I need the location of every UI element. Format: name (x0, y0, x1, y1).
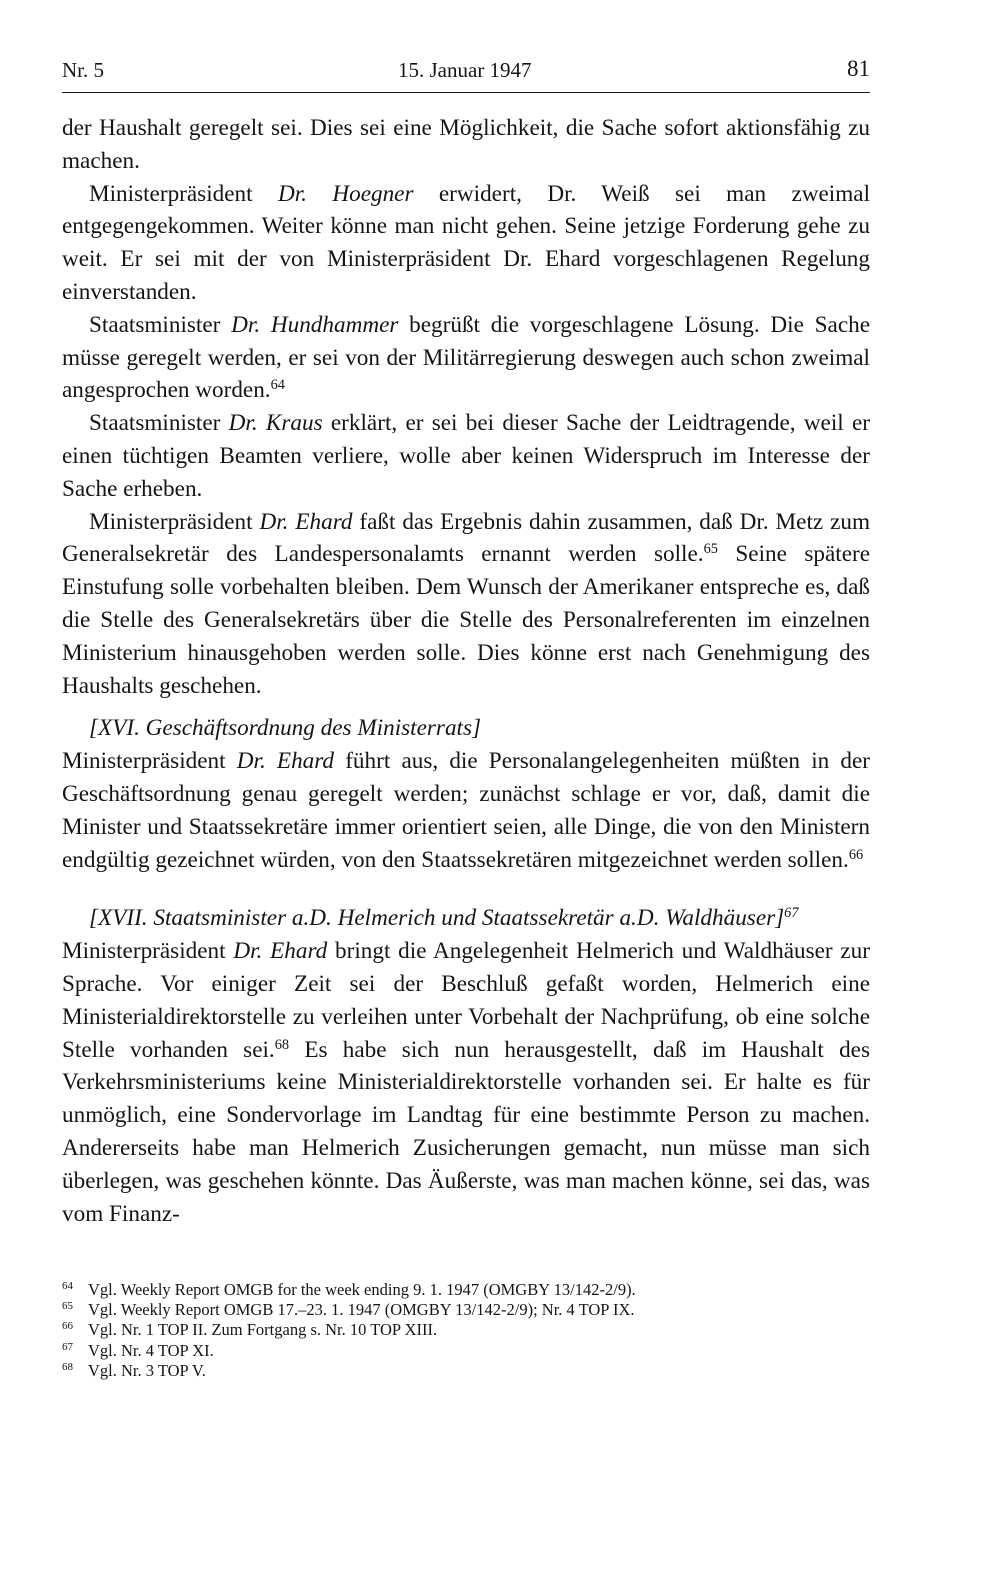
footnote-text: Vgl. Nr. 3 TOP V. (88, 1360, 206, 1380)
footnote-text: Vgl. Weekly Report OMGB 17.–23. 1. 1947 (OMGBY 13/142-2/9); Nr. 4 TOP IX. (88, 1300, 635, 1320)
speaker-role: Ministerpräsident (62, 938, 234, 965)
speaker-name: Kraus (265, 410, 323, 437)
speaker-name: Hundhammer (270, 311, 399, 338)
paragraph-4 (62, 407, 870, 505)
header-date: 15. Januar 1947 (398, 58, 532, 82)
paragraph-text: begrüßt die vorgeschlagene Lösung. Die Sache müsse geregelt werden, er sei von der Militärregierung deswegen auch schon zweimal angesprochen worden. (62, 311, 870, 404)
footnote-number: 67 (62, 1340, 73, 1353)
heading-bracket: ] (775, 905, 785, 932)
heading-bracket: ] (472, 715, 482, 742)
footnote-ref: 64 (270, 377, 285, 394)
footnote-number: 66 (62, 1320, 73, 1333)
speaker-role: Ministerpräsident (89, 508, 260, 535)
paragraph-text: erwidert, Dr. Weiß sei man zweimal entgegengekommen. Weiter könne man nicht gehen. Seine jetzige Forderung gehe zu weit. Er sei mit der von Ministerpräsident Dr. Ehard vorgeschlagenen Regelung einverstanden. (62, 180, 871, 305)
paragraph-text: faßt das Ergebnis dahin zusammen, daß Dr. Metz zum Generalsekretär des Landespersonalamts ernannt werden solle. (62, 508, 870, 568)
footnote (62, 1341, 870, 1361)
footnote-text: Vgl. Nr. 1 TOP II. Zum Fortgang s. Nr. 10 TOP XIII. (88, 1320, 438, 1340)
speaker-title: Dr. (228, 410, 258, 437)
speaker-title: Dr. (233, 938, 263, 965)
speaker-role: Ministerpräsident (62, 748, 237, 775)
paragraph-5 (62, 506, 870, 703)
speaker-name: Ehard (295, 508, 353, 535)
footnote (62, 1280, 870, 1300)
paragraph-text: erklärt, er sei bei dieser Sache der Leidtragende, weil er einen tüchtigen Beamten verliere, wolle aber keinen Widerspruch im Interesse der Sache erheben. (62, 410, 871, 502)
section-heading-xvii (62, 902, 870, 935)
heading-text: XVI. Geschäftsordnung des Ministerrats (98, 715, 473, 742)
paragraph-6 (62, 745, 870, 876)
footnote (62, 1300, 870, 1320)
footnote-ref: 67 (784, 905, 799, 922)
paragraph-text: führt aus, die Personalangelegenheiten müßten in der Geschäftsordnung genau geregelt werden; zunächst schlage er vor, daß, damit die Minister und Staatssekretäre immer orientiert seien, alle Dinge, die von den Ministern endgültig gezeichnet würden, von den Staatssekretären mitgezeichnet werden sollen. (62, 748, 871, 873)
body-text (62, 112, 870, 1230)
running-header (62, 56, 870, 93)
footnote-text: Vgl. Weekly Report OMGB for the week ending 9. 1. 1947 (OMGBY 13/142-2/9). (88, 1280, 636, 1299)
section-heading-xvi (62, 712, 870, 745)
paragraph-2 (62, 178, 870, 309)
speaker-title: Dr. (231, 311, 261, 338)
footnote (62, 1361, 870, 1381)
footnote-number: 68 (62, 1360, 73, 1373)
footnote-ref: 68 (274, 1036, 290, 1053)
page-number: 81 (847, 56, 870, 81)
footnote-ref: 65 (703, 541, 718, 558)
footnote-ref: 66 (848, 846, 864, 863)
heading-bracket: [ (89, 905, 99, 932)
paragraph-3 (62, 309, 870, 407)
speaker-name: Hoegner (332, 180, 414, 207)
speaker-role: Staatsminister (89, 410, 229, 437)
footnote (62, 1320, 870, 1340)
speaker-name: Ehard (270, 938, 328, 965)
heading-text: XVII. Staatsminister a.D. Helmerich und Staatssekretär a.D. Waldhäuser (98, 905, 776, 932)
paragraph-1 (62, 112, 870, 178)
paragraph-7 (62, 935, 870, 1230)
speaker-title: Dr. (236, 748, 266, 775)
footnote-number: 65 (62, 1300, 73, 1313)
speaker-title: Dr. (277, 180, 307, 207)
footnote-number: 64 (62, 1280, 73, 1292)
speaker-role: Staatsminister (89, 311, 232, 338)
speaker-name: Ehard (276, 748, 335, 775)
speaker-role: Ministerpräsident (89, 180, 278, 207)
paragraph-text: Seine spätere Einstufung solle vorbehalten bleiben. Dem Wunsch der Amerikaner entspreche es, daß die Stelle des Generalsekretärs über die Stelle des Personalreferenten im einzelnen Ministerium hinausgehoben werden solle. Dies könne erst nach Genehmigung des Haushalts geschehen. (62, 541, 871, 699)
paragraph-text: bringt die Angelegenheit Helmerich und Waldhäuser zur Sprache. Vor einiger Zeit sei der Beschluß gefaßt worden, Helmerich eine Ministerialdirektorstelle zu verleihen unter Vorbehalt der Nachprüfung, ob eine solche Stelle vorhanden sei. (62, 938, 870, 1063)
footnote-text: Vgl. Nr. 4 TOP XI. (88, 1340, 214, 1360)
paragraph-text: Es habe sich nun herausgestellt, daß im Haushalt des Verkehrsministeriums keine Ministerialdirektorstelle vorhanden sei. Er halte es für unmöglich, eine Sondervorlage im Landtag für eine bestimmte Person zu machen. Andererseits habe man Helmerich Zusicherungen gemacht, nun müsse man sich überlegen, was geschehen könnte. Das Äußerste, was man machen könne, sei das, was vom Finanz- (62, 1036, 870, 1227)
paragraph-text: der Haushalt geregelt sei. Dies sei eine Möglichkeit, die Sache sofort aktionsfähig zu machen. (62, 115, 870, 174)
heading-bracket: [ (89, 715, 99, 742)
footnotes (62, 1280, 870, 1381)
document-number: Nr. 5 (62, 58, 104, 82)
speaker-title: Dr. (259, 508, 289, 535)
